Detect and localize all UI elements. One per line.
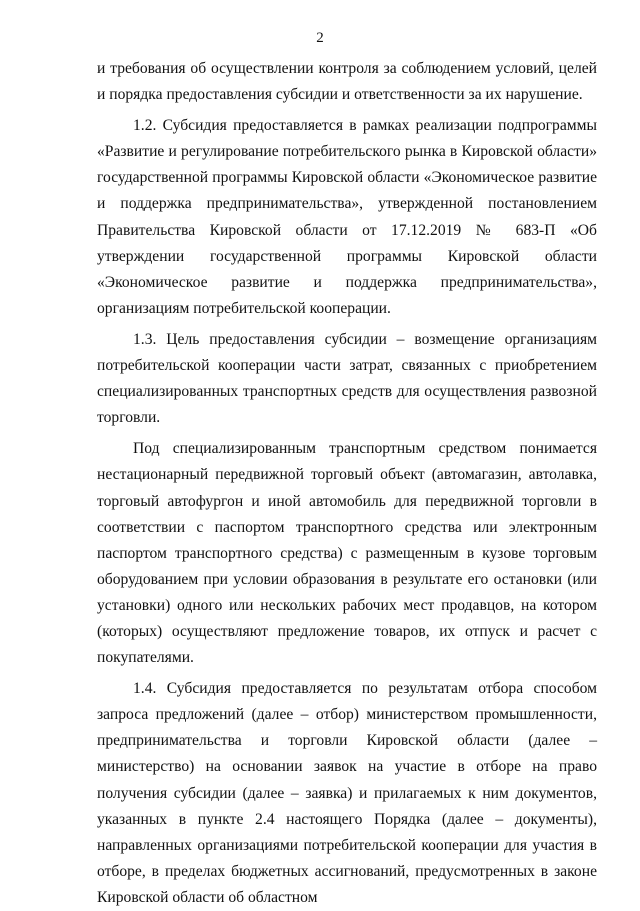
paragraph-continuation: и требования об осуществлении контроля за соблюдением условий, целей и порядка предоставления субсидии и ответственности за их нарушение. [97,60,597,104]
page-number: 2 [316,30,324,46]
paragraph-1-4: 1.4. Субсидия предоставляется по результатам отбора способом запроса предложений (далее – отбор) министерством промышленности, предпринимательства и торговли Кировской области (далее – министерство) на основании заявок на участие в отборе на право получения субсидии (далее – заявка) и прилагаемых к ним документов, указанных в пункте 2.4 настоящего Порядка (далее – документы), направленных организациями потребительской кооперации для участия в отборе, в пределах бюджетных ассигнований, предусмотренных в законе Кировской области об областном [97,680,597,906]
document-body [97,56,597,911]
paragraph-1-2: 1.2. Субсидия предоставляется в рамках реализации подпрограммы «Развитие и регулирование потребительского рынка в Кировской области» государственной программы Кировской области «Экономическое развитие и поддержка предпринимательства», утвержденной постановлением Правительства Кировской области от 17.12.2019 № 683-П «Об утверждении государственной программы Кировской области «Экономическое развитие и поддержка предпринимательства», организациям потребительской кооперации. [97,117,597,317]
paragraph-vehicle-definition: Под специализированным транспортным средством понимается нестационарный передвижной торговый объект (автомагазин, автолавка, торговый автофургон и иной автомобиль для передвижной торговли в соответствии с паспортом транспортного средства или электронным паспортом транспортного средства) с размещенным в кузове торговым оборудованием при условии образования в результате его остановки (или установки) одного или нескольких рабочих мест продавцов, на котором (которых) осуществляют предложение товаров, их отпуск и расчет с покупателями. [97,440,597,667]
paragraph-1-3: 1.3. Цель предоставления субсидии – возмещение организациям потребительской кооперации части затрат, связанных с приобретением специализированных транспортных средств для осуществления развозной торговли. [97,330,597,427]
